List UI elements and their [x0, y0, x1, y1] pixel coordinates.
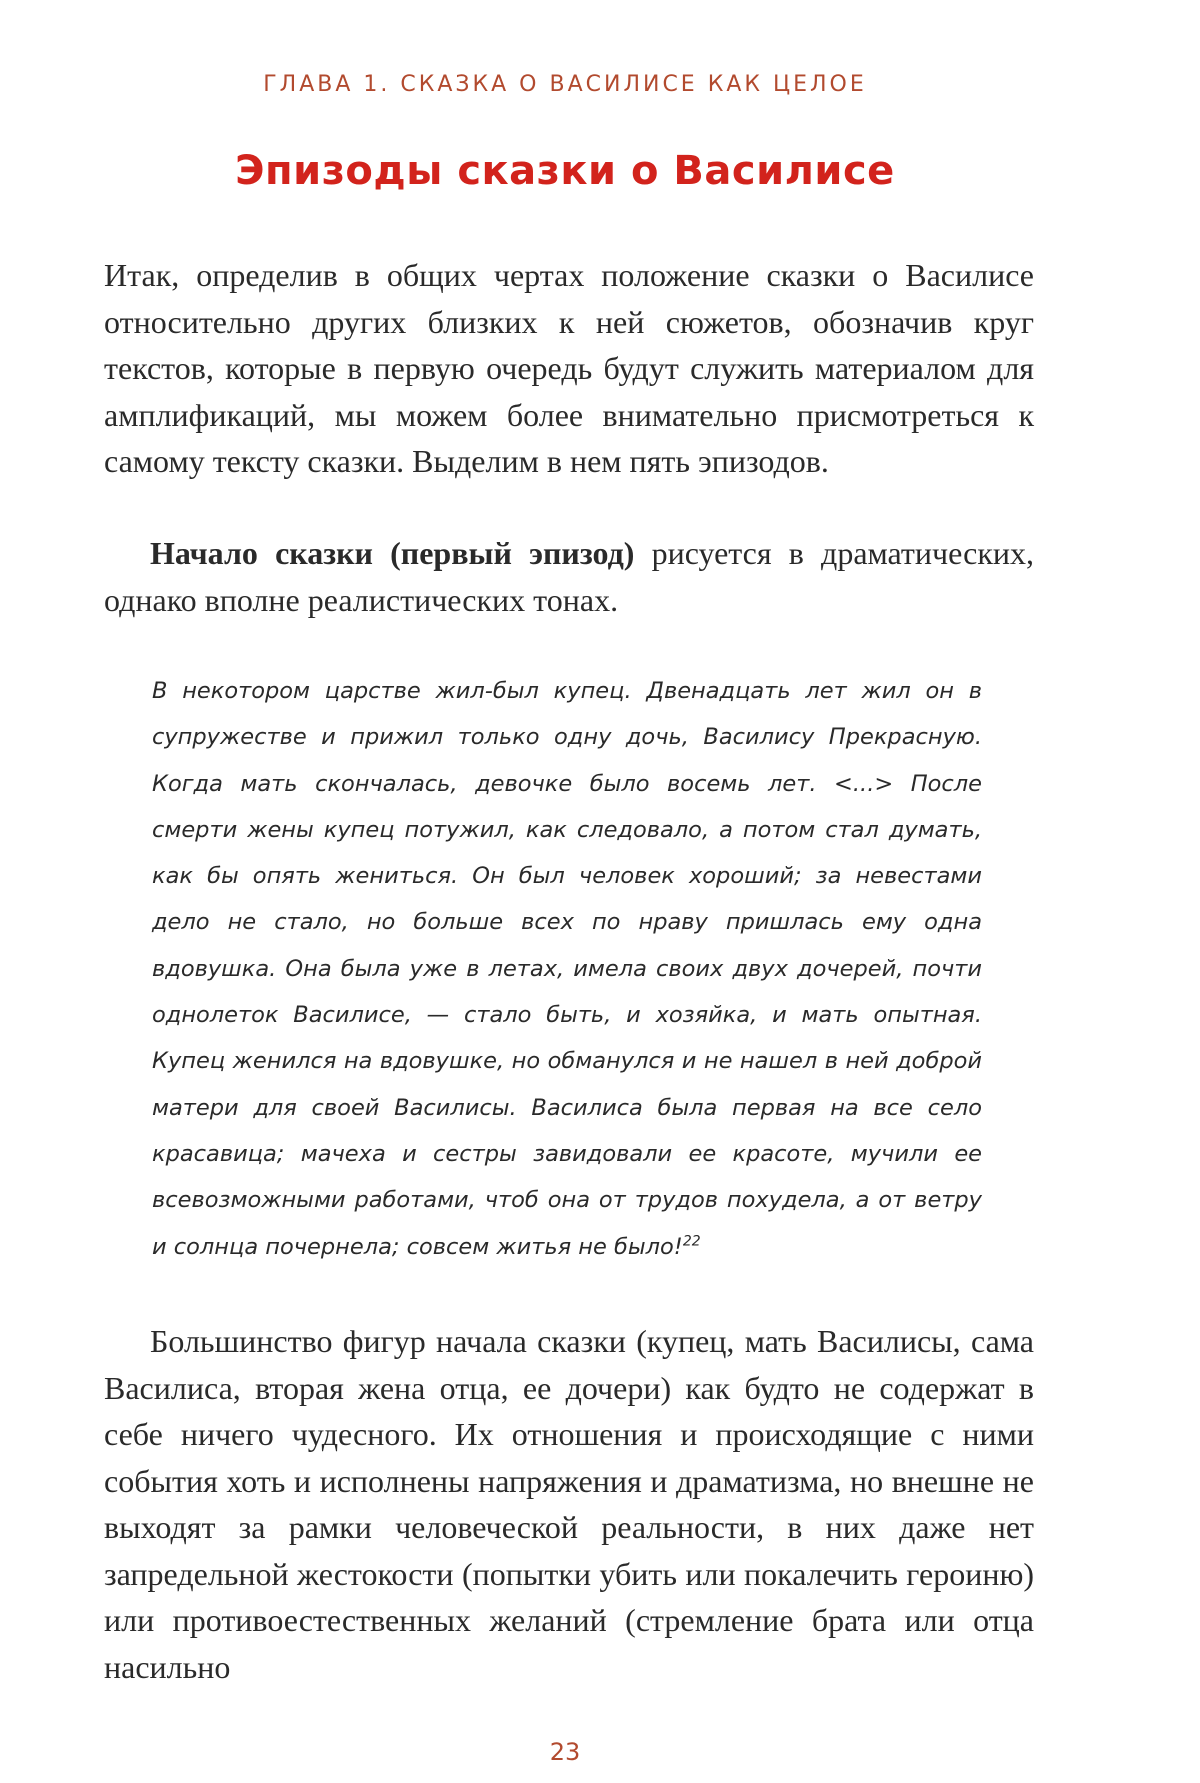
paragraph-first-episode	[104, 530, 1034, 623]
quotation-block	[152, 668, 982, 1270]
quotation-text: В некотором царстве жил-был купец. Двенадцать лет жил он в супружестве и прижил только одну дочь, Василису Прекрасную. Когда мать скончалась, девочке было восемь лет. <...> После смерти жены купец потужил, как следовало, а потом стал думать, как бы опять жениться. Он был человек хороший; за невестами дело не стало, но больше всех по нраву пришлась ему одна вдовушка. Она была уже в летах, имела своих двух дочерей, почти однолеток Василисе, — стало быть, и хозяйка, и мать опытная. Купец женился на вдовушке, но обманулся и не нашел в ней доброй матери для своей Василисы. Василиса была первая на все село красавица; мачеха и сестры завидовали ее красоте, мучили ее всевозможными работами, чтоб она от трудов похудела, а от ветру и солнца почернела; совсем житья не было!	[152, 678, 982, 1260]
paragraph-continuation: рисуется в драматических, однако вполне реалистических тонах.	[104, 535, 1034, 618]
running-header: ГЛАВА 1. СКАЗКА О ВАСИЛИСЕ КАК ЦЕЛОЕ	[263, 72, 867, 97]
paragraph-intro: Итак, определив в общих чертах положение сказки о Василисе относительно других близких к ней сюжетов, обозначив круг текстов, которые в первую очередь будут служить материалом для амплификаций, мы можем более внимательно присмотреться к самому тексту сказки. Выделим в нем пять эпизодов.	[104, 257, 1034, 479]
page-number: 23	[549, 1738, 581, 1766]
footnote-reference: 22	[682, 1233, 701, 1250]
section-title: Эпизоды сказки о Василисе	[235, 148, 895, 194]
paragraph-bold-lead: Начало сказки (первый эпизод)	[150, 535, 635, 571]
paragraph-analysis: Большинство фигур начала сказки (купец, мать Василисы, сама Василиса, вторая жена отца, ее дочери) как будто не содержат в себе ничего чудесного. Их отношения и происходящие с ними события хоть и исполнены напряжения и драматизма, но внешне не выходят за рамки человеческой реальности, в них даже нет запредельной жестокости (попытки убить или покалечить героиню) или противоестественных желаний (стремление брата или отца насильно	[104, 1323, 1034, 1685]
